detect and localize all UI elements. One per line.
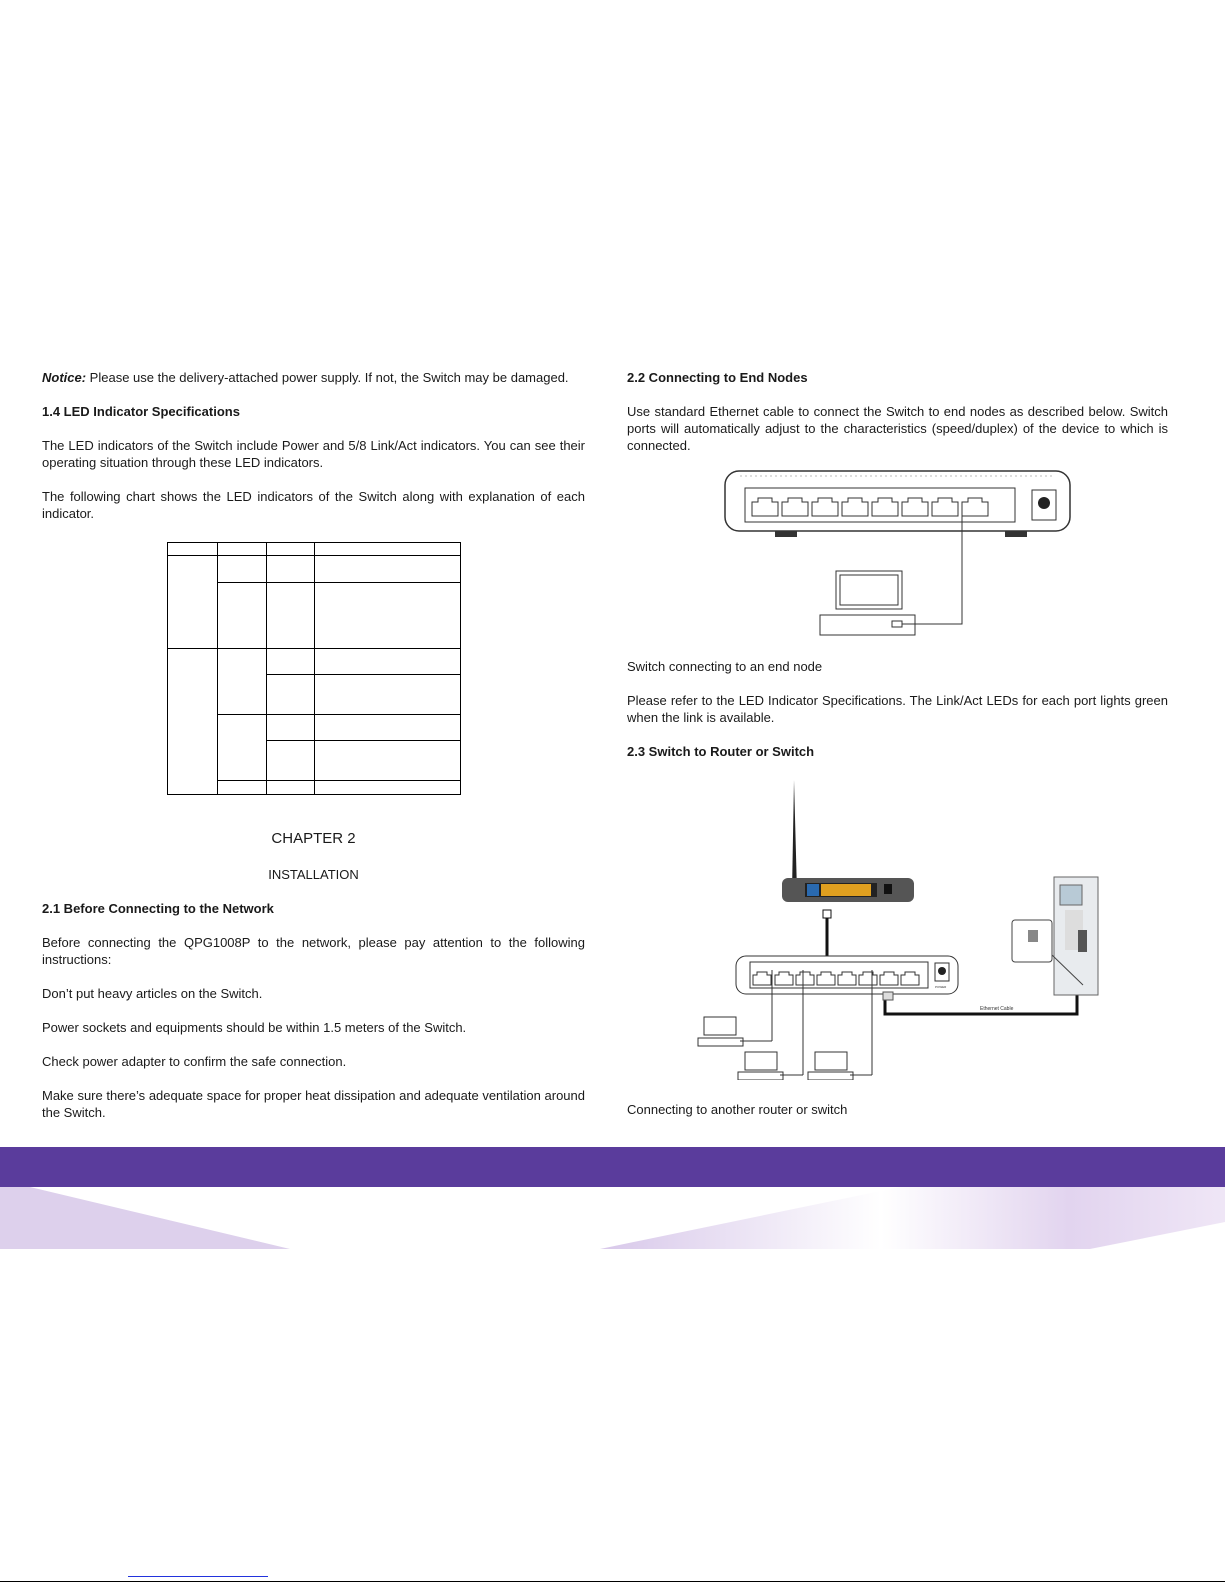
led-indicator-table <box>167 542 461 795</box>
footer-wave-decoration <box>0 1187 1225 1249</box>
chapter-title: CHAPTER 2 <box>271 830 356 847</box>
page-border <box>0 1581 1225 1582</box>
paragraph: Power sockets and equipments should be within 1.5 meters of the Switch. <box>42 1020 467 1035</box>
paragraph: Use standard Ethernet cable to connect the Switch to end nodes as described below. Switch ports will automatically adjust to the characteristics (speed/duplex) of the device to which is connected. <box>627 404 1168 453</box>
paragraph: Don’t put heavy articles on the Switch. <box>42 986 263 1001</box>
section-heading: 2.1 Before Connecting to the Network <box>42 901 274 916</box>
switch-end-node-diagram <box>720 468 1075 638</box>
footer-band <box>0 1147 1225 1187</box>
figure-caption: Connecting to another router or switch <box>627 1102 848 1117</box>
router-switch-diagram <box>690 770 1110 1080</box>
paragraph: Check power adapter to confirm the safe connection. <box>42 1054 347 1069</box>
paragraph: Please refer to the LED Indicator Specifications. The Link/Act LEDs for each port lights green when the link is available. <box>627 693 1168 725</box>
figure-caption: Switch connecting to an end node <box>627 659 823 674</box>
paragraph: Before connecting the QPG1008P to the network, please pay attention to the following instructions: <box>42 935 585 967</box>
section-heading: 1.4 LED Indicator Specifications <box>42 404 240 419</box>
chapter-subtitle: INSTALLATION <box>268 867 359 882</box>
paragraph: The LED indicators of the Switch include Power and 5/8 Link/Act indicators. You can see their operating situation through these LED indicators. <box>42 438 585 470</box>
notice-label: Notice: <box>42 370 87 385</box>
paragraph: Make sure there’s adequate space for proper heat dissipation and adequate ventilation around the Switch. <box>42 1088 585 1120</box>
paragraph: The following chart shows the LED indicators of the Switch along with explanation of each indicator. <box>42 489 585 521</box>
notice <box>42 369 569 386</box>
link-underline <box>128 1576 268 1577</box>
section-heading: 2.2 Connecting to End Nodes <box>627 370 808 385</box>
power-label: POWER <box>935 985 947 989</box>
notice-text: Please use the delivery-attached power supply. If not, the Switch may be damaged. <box>86 370 569 385</box>
section-heading: 2.3 Switch to Router or Switch <box>627 744 815 759</box>
ethernet-cable-label: Ethernet Cable <box>980 1006 1014 1012</box>
